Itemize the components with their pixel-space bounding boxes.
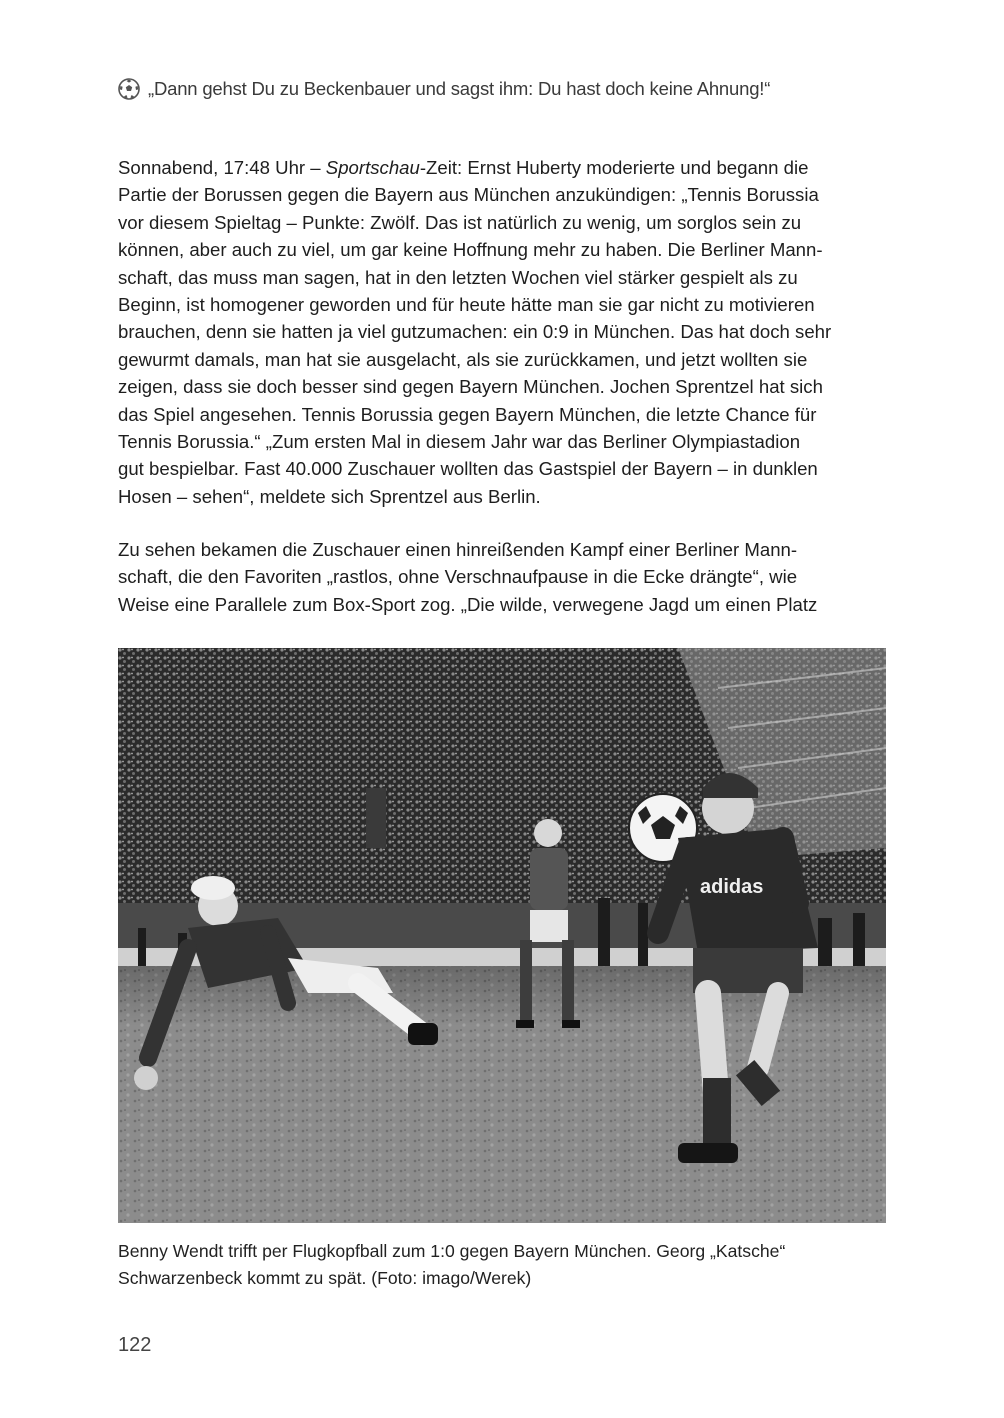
text-line: gut bespielbar. Fast 40.000 Zuschauer wollten das Gastspiel der Bayern – in dunklen [118,458,818,480]
match-photo [118,648,886,1223]
running-header [118,74,898,104]
text-line [118,154,886,181]
body-paragraph-1 [118,154,886,510]
paragraph-first-line-rest: -Zeit: Ernst Huberty moderierte und begann die [419,157,809,178]
text-line: Beginn, ist homogener geworden und für heute hätte man sie gar nicht zu motivieren [118,294,815,316]
photo-caption [118,1238,898,1292]
caption-line: Schwarzenbeck kommt zu spät. (Foto: imago/Werek) [118,1268,532,1288]
text-line: brauchen, denn sie hatten ja viel gutzumachen: ein 0:9 in München. Das hat doch sehr [118,321,832,343]
text-line: Partie der Borussen gegen die Bayern aus München anzukündigen: „Tennis Borussia [118,184,819,206]
text-line: Weise eine Parallele zum Box-Sport zog. „Die wilde, verwegene Jagd um einen Platz [118,593,818,615]
caption-line: Benny Wendt trifft per Flugkopfball zum 1:0 gegen Bayern München. Georg „Katsche“ [118,1241,786,1261]
page-number: 122 [118,1334,152,1356]
jersey-lettering: adidas [700,876,764,898]
paragraph-lead: Sonnabend, 17:48 Uhr – [118,157,326,178]
text-line: können, aber auch zu viel, um gar keine Hoffnung mehr zu haben. Die Berliner Mann- [118,239,823,261]
text-line: zeigen, dass sie doch besser sind gegen Bayern München. Jochen Sprentzel hat sich [118,376,823,398]
text-line: das Spiel angesehen. Tennis Borussia gegen Bayern München, die letzte Chance für [118,403,817,425]
emphasized-program-name: Sportschau [325,157,420,178]
text-line: schaft, das muss man sagen, hat in den letzten Wochen viel stärker gespielt als zu [118,266,798,288]
text-line: vor diesem Spieltag – Punkte: Zwölf. Das ist natürlich zu wenig, um sorglos sein zu [118,211,802,233]
text-line: schaft, die den Favoriten „rastlos, ohne Verschnaufpause in die Ecke drängte“, wie [118,566,798,588]
text-line: Tennis Borussia.“ „Zum ersten Mal in diesem Jahr war das Berliner Olympiastadion [118,431,801,453]
soccer-ball-icon [118,78,140,100]
running-title: „Dann gehst Du zu Beckenbauer und sagst ihm: Du hast doch keine Ahnung!“ [148,78,771,99]
text-line: Zu sehen bekamen die Zuschauer einen hinreißenden Kampf einer Berliner Mann- [118,539,798,560]
text-line: gewurmt damals, man hat sie ausgelacht, als sie zurückkamen, und jetzt wollten sie [118,348,808,370]
text-line: Hosen – sehen“, meldete sich Sprentzel aus Berlin. [118,485,541,507]
match-photo-illustration [118,648,886,1223]
body-paragraph-2 [118,536,886,618]
